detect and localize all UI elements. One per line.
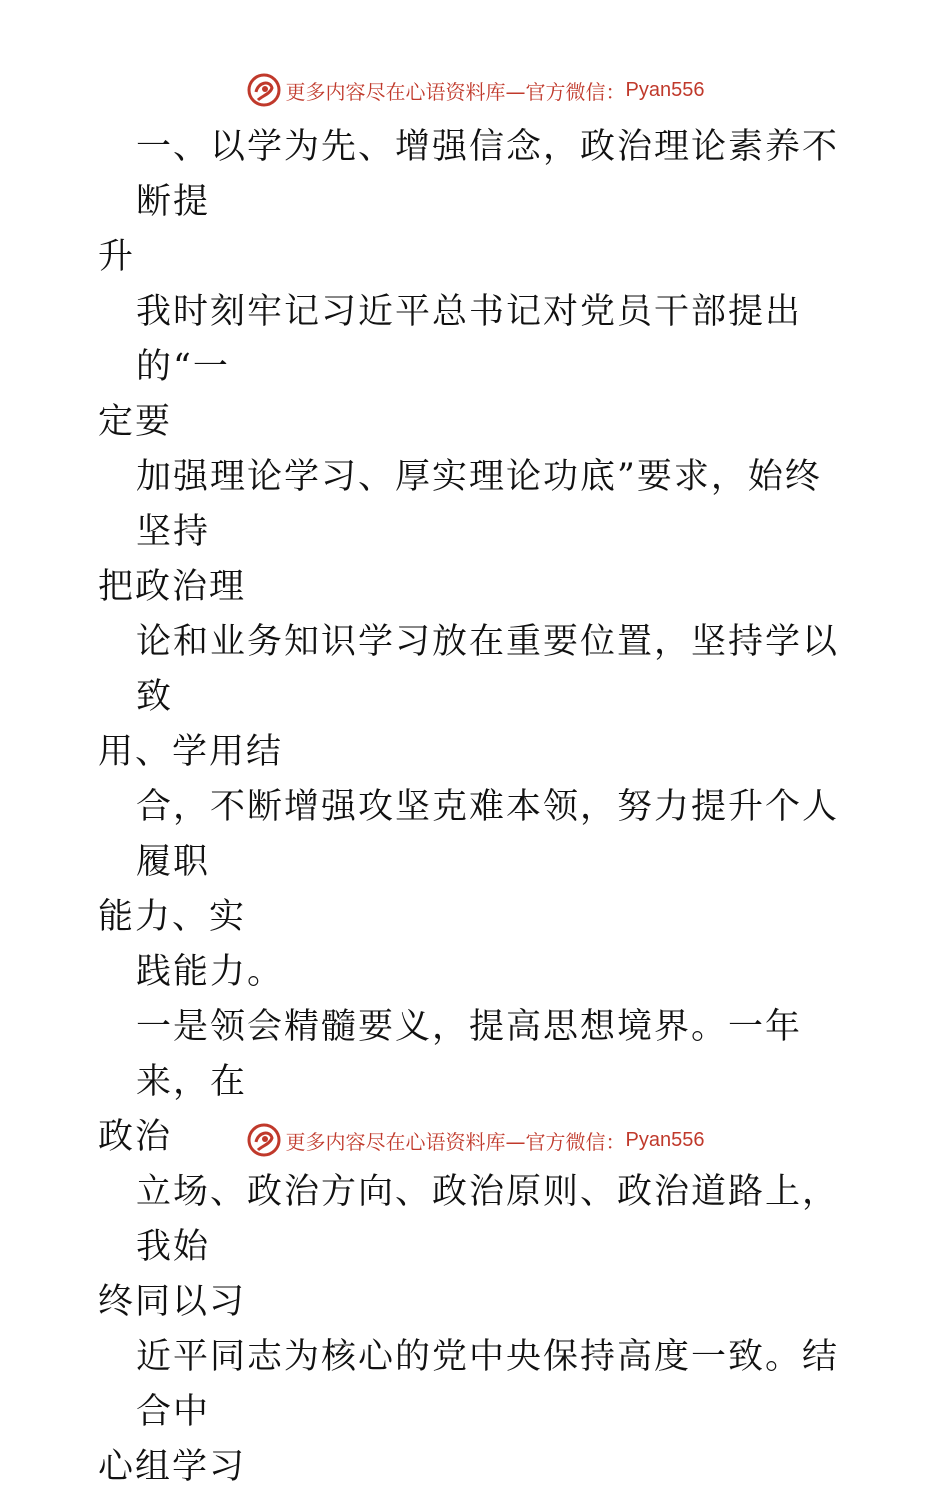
watermark-text: 更多内容尽在心语资料库—官方微信： bbox=[285, 79, 626, 104]
paragraph-wrap-line: 把政治理 bbox=[98, 567, 247, 607]
paragraph bbox=[98, 120, 858, 285]
watermark-logo-icon bbox=[246, 1122, 282, 1158]
document-body bbox=[98, 120, 858, 1495]
paragraph-first-line: 我时刻牢记习近平总书记对党员干部提出的“一 bbox=[136, 292, 803, 387]
paragraph bbox=[98, 1165, 858, 1330]
paragraph-first-line: 论和业务知识学习放在重要位置，坚持学以致 bbox=[136, 622, 840, 717]
watermark-text: 更多内容尽在心语资料库—官方微信： bbox=[285, 1129, 626, 1154]
paragraph-wrap-line: 定要 bbox=[98, 402, 173, 442]
paragraph-first-line: 践能力。 bbox=[136, 952, 285, 992]
paragraph-wrap-line: 心组学习 bbox=[98, 1447, 247, 1487]
paragraph-first-line: 近平同志为核心的党中央保持高度一致。结合中 bbox=[136, 1337, 840, 1432]
watermark-wechat-id: Pyan556 bbox=[625, 1128, 705, 1151]
paragraph bbox=[98, 780, 858, 945]
watermark-wechat-id: Pyan556 bbox=[625, 78, 705, 101]
paragraph-wrap-line: 政治 bbox=[98, 1117, 173, 1157]
paragraph-first-line: 一、以学为先、增强信念，政治理论素养不断提 bbox=[136, 127, 840, 222]
paragraph-wrap-line: 用、学用结 bbox=[98, 732, 284, 772]
paragraph bbox=[98, 285, 858, 450]
paragraph-wrap-line: 能力、实 bbox=[98, 897, 247, 937]
paragraph-wrap-line: 升 bbox=[98, 237, 136, 277]
paragraph-wrap-line: 终同以习 bbox=[98, 1282, 247, 1322]
paragraph-first-line: 一是领会精髓要义，提高思想境界。一年来，在 bbox=[136, 1007, 803, 1102]
paragraph-first-line: 加强理论学习、厚实理论功底”要求，始终坚持 bbox=[136, 457, 822, 552]
footer-watermark-banner bbox=[0, 1120, 950, 1160]
paragraph bbox=[98, 450, 858, 615]
paragraph bbox=[98, 945, 858, 1000]
paragraph-first-line: 合，不断增强攻坚克难本领，努力提升个人履职 bbox=[136, 787, 840, 882]
paragraph bbox=[98, 615, 858, 780]
paragraph-first-line: 立场、政治方向、政治原则、政治道路上，我始 bbox=[136, 1172, 840, 1267]
paragraph bbox=[98, 1330, 858, 1495]
watermark-logo-icon bbox=[246, 72, 282, 108]
header-watermark-banner bbox=[0, 70, 950, 110]
